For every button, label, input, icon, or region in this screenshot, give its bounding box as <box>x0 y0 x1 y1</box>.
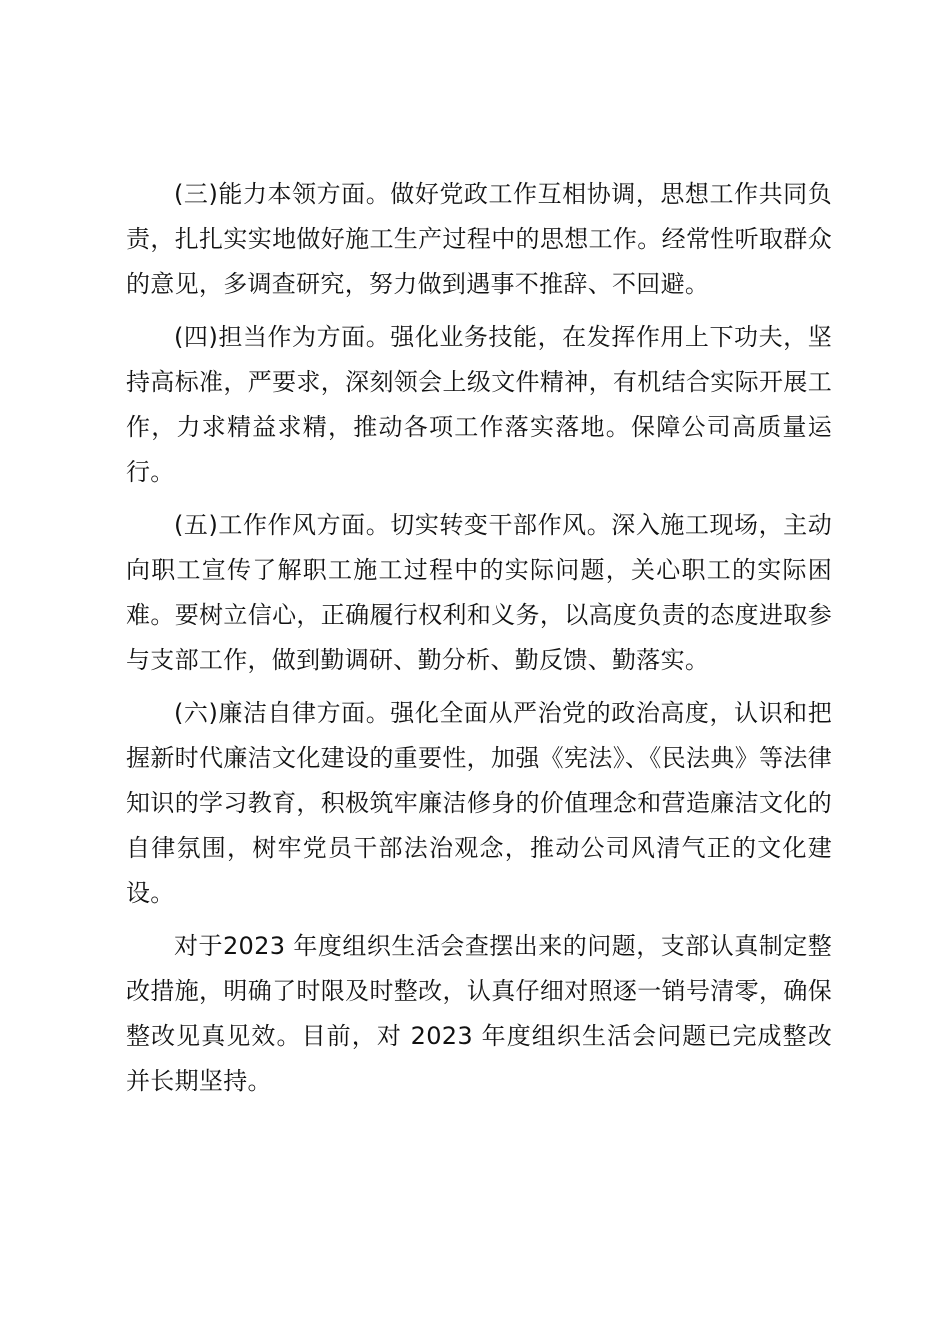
document-body <box>126 172 832 1112</box>
paragraph-ability: (三)能力本领方面。做好党政工作互相协调，思想工作共同负责，扎扎实实地做好施工生产过程中的思想工作。经常性听取群众的意见，多调查研究，努力做到遇事不推辞、不回避。 <box>126 180 832 298</box>
paragraph-responsibility: (四)担当作为方面。强化业务技能，在发挥作用上下功夫，坚持高标准，严要求，深刻领会上级文件精神，有机结合实际开展工作，力求精益求精，推动各项工作落实落地。保障公司高质量运行。 <box>126 323 832 486</box>
paragraph-integrity: (六)廉洁自律方面。强化全面从严治党的政治高度，认识和把握新时代廉洁文化建设的重要性，加强《宪法》、《民法典》等法律知识的学习教育，积极筑牢廉洁修身的价值理念和营造廉洁文化的自律氛围，树牢党员干部法治观念，推动公司风清气正的文化建设。 <box>126 699 832 907</box>
paragraph-rectification: 对于2023 年度组织生活会查摆出来的问题，支部认真制定整改措施，明确了时限及时整改，认真仔细对照逐一销号清零，确保整改见真见效。目前，对 2023 年度组织生活会问题已完成整改并长期坚持。 <box>126 932 832 1095</box>
paragraph-work-style: (五)工作作风方面。切实转变干部作风。深入施工现场，主动向职工宣传了解职工施工过程中的实际问题，关心职工的实际困难。要树立信心，正确履行权利和义务，以高度负责的态度进取参与支部工作，做到勤调研、勤分析、勤反馈、勤落实。 <box>126 511 832 674</box>
